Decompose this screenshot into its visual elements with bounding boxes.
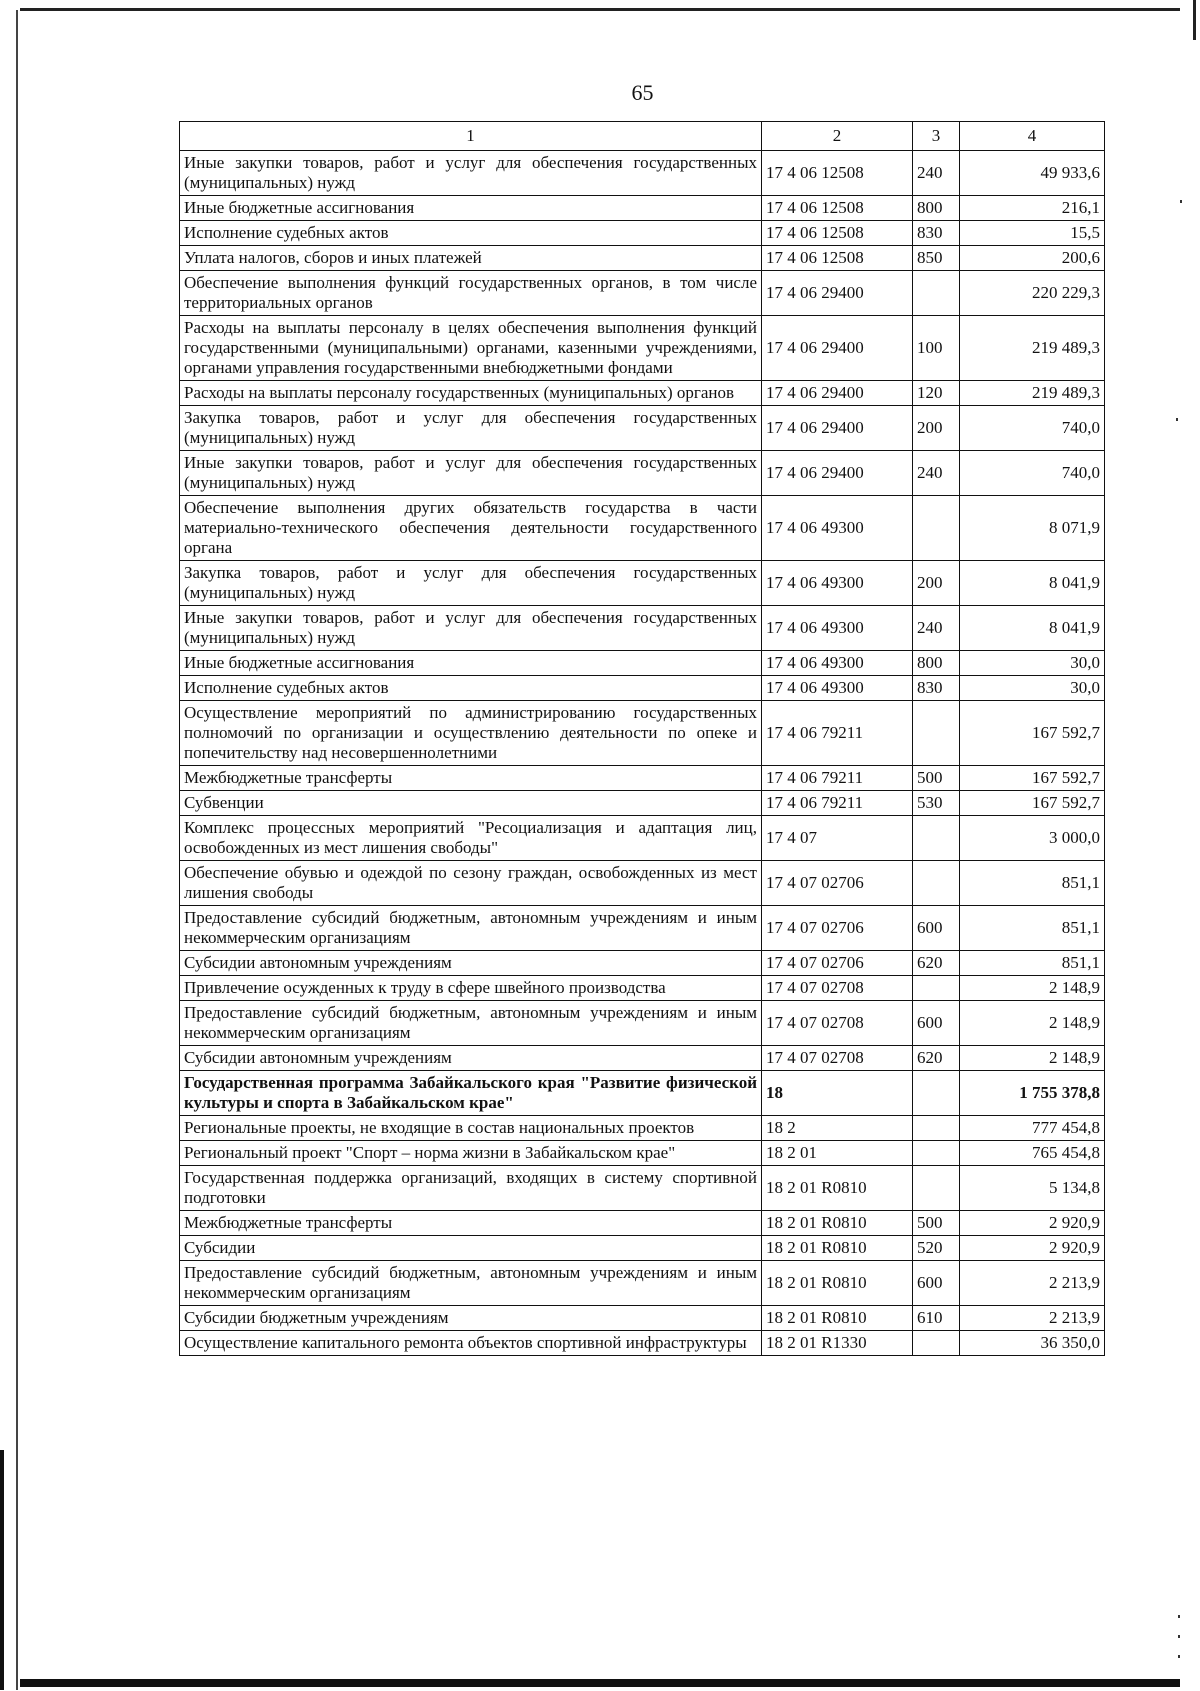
row-code-cell: 17 4 07 02708 [762,1001,913,1046]
row-code-cell: 17 4 06 29400 [762,381,913,406]
row-name-cell: Исполнение судебных актов [180,676,762,701]
row-sum-cell: 8 071,9 [960,496,1105,561]
row-name-cell: Расходы на выплаты персоналу государственных (муниципальных) органов [180,381,762,406]
row-name-cell: Предоставление субсидий бюджетным, автономным учреждениям и иным некоммерческим организациям [180,1001,762,1046]
table-row [180,381,1105,406]
row-type-cell: 800 [913,651,960,676]
table-row [180,951,1105,976]
row-name-cell: Субсидии [180,1236,762,1261]
table-row [180,246,1105,271]
row-name-cell: Субсидии автономным учреждениям [180,1046,762,1071]
row-type-cell: 500 [913,1211,960,1236]
budget-table [179,121,1105,1356]
row-name-cell: Государственная программа Забайкальского края "Развитие физической культуры и спорта в Забайкальском крае" [180,1071,762,1116]
header-col-1: 1 [180,122,762,151]
row-name-cell: Иные закупки товаров, работ и услуг для обеспечения государственных (муниципальных) нужд [180,451,762,496]
row-sum-cell: 1 755 378,8 [960,1071,1105,1116]
row-sum-cell: 15,5 [960,221,1105,246]
row-code-cell: 18 2 01 [762,1141,913,1166]
scan-speck [1176,418,1178,421]
row-name-cell: Межбюджетные трансферты [180,1211,762,1236]
table-row [180,561,1105,606]
row-type-cell: 240 [913,451,960,496]
row-type-cell [913,976,960,1001]
header-col-2: 2 [762,122,913,151]
row-type-cell: 800 [913,196,960,221]
row-type-cell [913,271,960,316]
row-type-cell: 850 [913,246,960,271]
row-code-cell: 18 2 01 R0810 [762,1236,913,1261]
row-code-cell: 17 4 06 12508 [762,246,913,271]
row-type-cell: 200 [913,406,960,451]
table-row [180,406,1105,451]
row-type-cell: 240 [913,151,960,196]
row-code-cell: 17 4 06 12508 [762,221,913,246]
budget-table-body [180,122,1105,1356]
row-name-cell: Субсидии автономным учреждениям [180,951,762,976]
table-row [180,861,1105,906]
row-code-cell: 17 4 06 49300 [762,651,913,676]
table-row [180,271,1105,316]
row-sum-cell: 30,0 [960,676,1105,701]
row-sum-cell: 167 592,7 [960,701,1105,766]
table-row [180,496,1105,561]
table-row [180,1306,1105,1331]
row-name-cell: Субвенции [180,791,762,816]
row-code-cell: 17 4 06 49300 [762,676,913,701]
table-row [180,1046,1105,1071]
row-type-cell: 520 [913,1236,960,1261]
row-type-cell [913,1071,960,1116]
scan-speck [1180,200,1182,203]
row-type-cell [913,1331,960,1356]
table-row [180,1001,1105,1046]
row-code-cell: 18 2 01 R0810 [762,1166,913,1211]
row-sum-cell: 777 454,8 [960,1116,1105,1141]
row-type-cell [913,1116,960,1141]
row-name-cell: Обеспечение обувью и одеждой по сезону граждан, освобожденных из мест лишения свободы [180,861,762,906]
scan-border-right [1193,0,1196,40]
row-sum-cell: 200,6 [960,246,1105,271]
table-row [180,906,1105,951]
row-code-cell: 17 4 06 79211 [762,766,913,791]
row-sum-cell: 2 920,9 [960,1211,1105,1236]
row-name-cell: Региональный проект "Спорт – норма жизни в Забайкальском крае" [180,1141,762,1166]
scan-border-bottom [20,1679,1180,1687]
row-code-cell: 17 4 06 79211 [762,701,913,766]
table-row [180,676,1105,701]
table-header-row [180,122,1105,151]
row-type-cell [913,816,960,861]
row-name-cell: Государственная поддержка организаций, входящих в систему спортивной подготовки [180,1166,762,1211]
row-name-cell: Закупка товаров, работ и услуг для обеспечения государственных (муниципальных) нужд [180,561,762,606]
row-name-cell: Межбюджетные трансферты [180,766,762,791]
scan-speck [1178,1635,1180,1638]
row-sum-cell: 2 148,9 [960,976,1105,1001]
scan-border-top [20,8,1180,11]
row-name-cell: Привлечение осужденных к труду в сфере швейного производства [180,976,762,1001]
row-type-cell: 500 [913,766,960,791]
header-col-4: 4 [960,122,1105,151]
row-name-cell: Иные бюджетные ассигнования [180,651,762,676]
row-code-cell: 18 2 01 R0810 [762,1261,913,1306]
row-sum-cell: 167 592,7 [960,791,1105,816]
row-type-cell: 830 [913,676,960,701]
row-sum-cell: 8 041,9 [960,606,1105,651]
table-row [180,1261,1105,1306]
row-sum-cell: 851,1 [960,861,1105,906]
row-sum-cell: 3 000,0 [960,816,1105,861]
row-code-cell: 17 4 07 02706 [762,861,913,906]
row-name-cell: Обеспечение выполнения других обязательств государства в части материально-технического обеспечения деятельности государственного органа [180,496,762,561]
row-sum-cell: 49 933,6 [960,151,1105,196]
row-sum-cell: 219 489,3 [960,316,1105,381]
row-name-cell: Иные бюджетные ассигнования [180,196,762,221]
row-type-cell: 530 [913,791,960,816]
row-type-cell [913,1141,960,1166]
row-sum-cell: 167 592,7 [960,766,1105,791]
table-row [180,196,1105,221]
row-sum-cell: 5 134,8 [960,1166,1105,1211]
row-name-cell: Субсидии бюджетным учреждениям [180,1306,762,1331]
row-sum-cell: 740,0 [960,406,1105,451]
row-code-cell: 17 4 06 49300 [762,561,913,606]
table-row [180,1116,1105,1141]
row-name-cell: Исполнение судебных актов [180,221,762,246]
row-type-cell: 240 [913,606,960,651]
row-sum-cell: 740,0 [960,451,1105,496]
row-name-cell: Иные закупки товаров, работ и услуг для обеспечения государственных (муниципальных) нужд [180,606,762,651]
row-code-cell: 17 4 06 29400 [762,451,913,496]
row-type-cell: 610 [913,1306,960,1331]
row-type-cell [913,496,960,561]
row-code-cell: 17 4 06 49300 [762,606,913,651]
row-type-cell: 200 [913,561,960,606]
row-sum-cell: 30,0 [960,651,1105,676]
header-col-3: 3 [913,122,960,151]
row-name-cell: Региональные проекты, не входящие в состав национальных проектов [180,1116,762,1141]
table-row [180,1211,1105,1236]
table-row [180,976,1105,1001]
row-name-cell: Иные закупки товаров, работ и услуг для обеспечения государственных (муниципальных) нужд [180,151,762,196]
table-row [180,1141,1105,1166]
row-code-cell: 18 2 01 R0810 [762,1211,913,1236]
row-type-cell: 600 [913,1261,960,1306]
row-type-cell [913,861,960,906]
row-sum-cell: 2 148,9 [960,1001,1105,1046]
row-type-cell: 620 [913,1046,960,1071]
row-code-cell: 17 4 06 29400 [762,271,913,316]
row-code-cell: 18 2 01 R1330 [762,1331,913,1356]
row-code-cell: 17 4 06 12508 [762,196,913,221]
table-row [180,651,1105,676]
row-sum-cell: 219 489,3 [960,381,1105,406]
row-code-cell: 17 4 06 79211 [762,791,913,816]
table-row [180,816,1105,861]
row-sum-cell: 36 350,0 [960,1331,1105,1356]
row-name-cell: Предоставление субсидий бюджетным, автономным учреждениям и иным некоммерческим организациям [180,906,762,951]
row-name-cell: Предоставление субсидий бюджетным, автономным учреждениям и иным некоммерческим организациям [180,1261,762,1306]
row-name-cell: Осуществление мероприятий по администрированию государственных полномочий по организации и осуществлению деятельности по опеке и попечительству над несовершеннолетними [180,701,762,766]
row-sum-cell: 765 454,8 [960,1141,1105,1166]
row-sum-cell: 2 213,9 [960,1306,1105,1331]
row-code-cell: 17 4 07 02706 [762,951,913,976]
row-name-cell: Комплекс процессных мероприятий "Ресоциализация и адаптация лиц, освобожденных из мест лишения свободы" [180,816,762,861]
row-code-cell: 17 4 06 12508 [762,151,913,196]
row-code-cell: 18 2 01 R0810 [762,1306,913,1331]
row-code-cell: 17 4 06 49300 [762,496,913,561]
table-row [180,451,1105,496]
table-row [180,316,1105,381]
row-type-cell: 100 [913,316,960,381]
row-sum-cell: 216,1 [960,196,1105,221]
table-row [180,1071,1105,1116]
table-row [180,791,1105,816]
page-number: 65 [631,80,654,105]
row-type-cell [913,1166,960,1211]
row-type-cell [913,701,960,766]
row-code-cell: 18 [762,1071,913,1116]
row-sum-cell: 851,1 [960,951,1105,976]
row-name-cell: Обеспечение выполнения функций государственных органов, в том числе территориальных органов [180,271,762,316]
table-row [180,766,1105,791]
table-row [180,151,1105,196]
row-sum-cell: 851,1 [960,906,1105,951]
row-type-cell: 830 [913,221,960,246]
row-code-cell: 17 4 06 29400 [762,316,913,381]
row-code-cell: 17 4 07 02706 [762,906,913,951]
row-sum-cell: 8 041,9 [960,561,1105,606]
row-name-cell: Осуществление капитального ремонта объектов спортивной инфраструктуры [180,1331,762,1356]
scan-speck [1178,1655,1180,1658]
row-type-cell: 620 [913,951,960,976]
row-code-cell: 18 2 [762,1116,913,1141]
row-sum-cell: 2 148,9 [960,1046,1105,1071]
row-sum-cell: 220 229,3 [960,271,1105,316]
row-sum-cell: 2 213,9 [960,1261,1105,1306]
row-code-cell: 17 4 07 02708 [762,1046,913,1071]
row-name-cell: Расходы на выплаты персоналу в целях обеспечения выполнения функций государственными (муниципальными) органами, казенными учреждениями, органами управления государственными внебюджетными фондами [180,316,762,381]
row-type-cell: 120 [913,381,960,406]
table-row [180,1236,1105,1261]
scan-speck [1178,1615,1180,1618]
row-name-cell: Закупка товаров, работ и услуг для обеспечения государственных (муниципальных) нужд [180,406,762,451]
row-code-cell: 17 4 07 [762,816,913,861]
row-code-cell: 17 4 07 02708 [762,976,913,1001]
scan-border-left-shadow [0,1450,4,1690]
scan-border-left [16,10,18,1690]
row-type-cell: 600 [913,1001,960,1046]
table-row [180,1331,1105,1356]
row-sum-cell: 2 920,9 [960,1236,1105,1261]
table-row [180,606,1105,651]
row-type-cell: 600 [913,906,960,951]
table-row [180,1166,1105,1211]
table-row [180,221,1105,246]
table-row [180,701,1105,766]
row-code-cell: 17 4 06 29400 [762,406,913,451]
row-name-cell: Уплата налогов, сборов и иных платежей [180,246,762,271]
